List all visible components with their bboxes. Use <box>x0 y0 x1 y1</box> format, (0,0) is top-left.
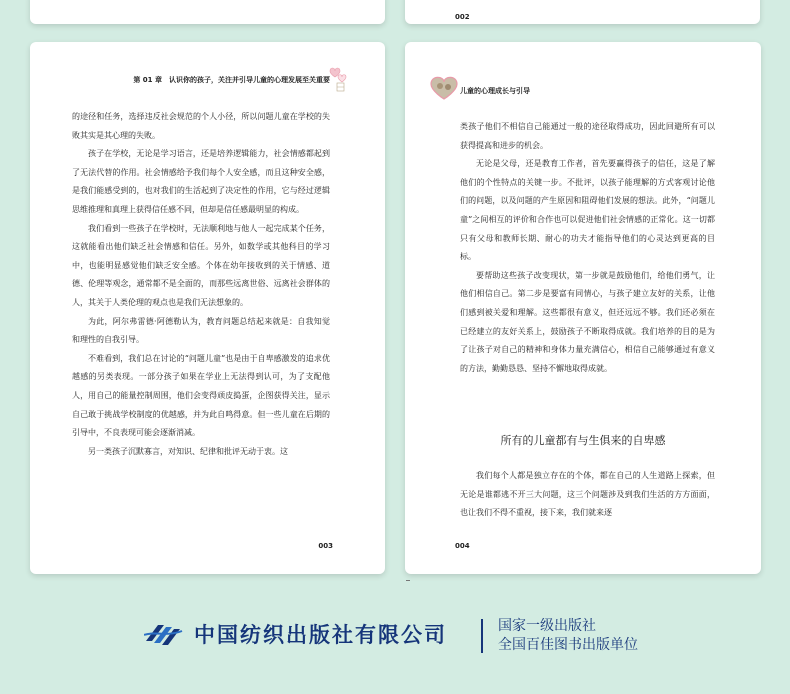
publisher-name: 中国纺织出版社有限公司 <box>194 622 447 647</box>
paragraph: 无论是父母，还是教育工作者，首先要赢得孩子的信任，这是了解他们的个性特点的关键一步。不批评，以孩子能理解的方式客观讨论他们的问题，以及问题的产生原因和阻碍他们发展的想法。此外，“问题儿童”之间相互的评价和合作也可以促进他们社会情感的正常化。这一切都只有父母和教师长期、耐心的功夫才能指导他们的心灵达到更高的目标。 <box>460 159 715 262</box>
divider <box>481 619 483 653</box>
paragraph: 类孩子他们不相信自己能通过一般的途径取得成功，因此回避所有可以获得提高和进步的机会。 <box>460 122 715 150</box>
previous-page-left-card <box>30 0 385 24</box>
publisher-footer <box>0 615 790 659</box>
paragraph: 我们每个人都是独立存在的个体，都在自己的人生道路上探索，但无论是谁都逃不开三大问题，这三个问题涉及到我们生活的方方面面，也让我们不得不重视，接下来，我们就来逐 <box>460 471 715 518</box>
paragraph: 另一类孩子沉默寡言，对知识、纪律和批评无动于衷。这 <box>88 446 288 456</box>
paragraph: 不难看到，我们总在讨论的“问题儿童”也是由于自卑感激发的追求优越感的另类表现。一部分孩子如果在学业上无法得到认可，为了支配他人，用自己的能量控制周围，他们会变得顽皮捣蛋，企图获得关注，显示自己敢于挑战学校制度的优越感，并为此自鸣得意。但一些儿童在后期的引导中，不良表现可能会逐渐消减。 <box>72 353 330 438</box>
paragraph: 的途径和任务，选择违反社会规范的个人小径，所以问题儿童在学校的失败其实是其心理的失败。 <box>72 112 330 140</box>
paragraph: 孩子在学校，无论是学习语言，还是培养逻辑能力，社会情感都起到了无法代替的作用。社会情感给予我们每个人安全感，而且这种安全感，是我们能感受到的，也对我们的生活起到了决定性的作用，它与经过逻辑思维推理和真理上获得信任感不同，但却是信任感最明显的构成。 <box>72 149 330 214</box>
body-text <box>460 118 715 378</box>
heart-photo-icon <box>429 75 459 105</box>
tagline-line: 全国百佳图书出版单位 <box>498 637 638 653</box>
paragraph: 我们看到一些孩子在学校时，无法顺利地与他人一起完成某个任务，这就能看出他们缺乏社会情感和信任。另外，如数学或其他科目的学习中，也能明显感觉他们缺乏安全感。个体在幼年接收到的关于情感、道德、伦理等观念，通常都不是全面的，而那些远离世俗、远离社会群体的人，其关于人类伦理的观点也是我们无法想象的。 <box>72 223 330 307</box>
page-number: 004 <box>455 542 470 550</box>
book-page-right <box>405 42 761 574</box>
hearts-icon <box>329 64 349 98</box>
running-head: 第 01 章 认识你的孩子，关注并引导儿童的心理发展至关重要 <box>133 76 330 84</box>
previous-page-right-card <box>405 0 760 24</box>
publisher-tagline <box>498 617 638 655</box>
divider <box>406 580 410 581</box>
paragraph: 为此，阿尔弗雷德·阿德勒认为，教育问题总结起来就是：自我知觉和理性的自我引导。 <box>72 316 330 345</box>
tagline-line: 国家一级出版社 <box>498 618 596 634</box>
body-text <box>460 467 715 523</box>
page-number: 003 <box>318 542 333 550</box>
body-text <box>72 108 330 461</box>
page-number: 002 <box>455 13 470 21</box>
book-page-left <box>30 42 385 574</box>
section-heading: 所有的儿童都有与生俱来的自卑感 <box>500 434 666 447</box>
publisher-wave-logo-icon <box>144 621 184 651</box>
paragraph: 要帮助这些孩子改变现状，第一步就是鼓励他们，给他们勇气，让他们相信自己。第二步是要富有同情心，与孩子建立友好的关系，让他们感到被关爱和理解。这些都很有意义，但还远远不够。我们还必须在已经建立的友好关系上，鼓励孩子不断取得成就。我们培养的目的是为了让孩子对自己的精神和身体力量充满信心，相信自己能够通过有意义的方法，勤勤恳恳、坚持不懈地取得成就。 <box>460 270 715 373</box>
running-head: 儿童的心理成长与引导 <box>460 87 530 95</box>
